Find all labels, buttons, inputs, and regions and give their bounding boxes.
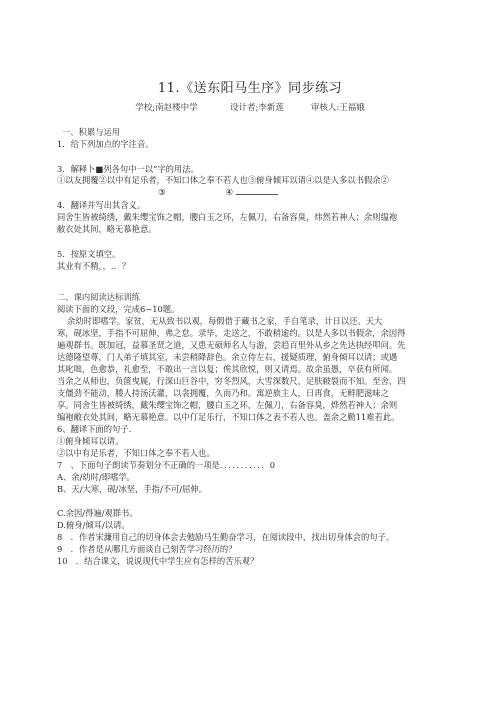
question-6-sentence-b: ②以中有足乐者，不知口体之奉不若人也。	[57, 448, 215, 458]
question-10: 10 ．结合课文，说说现代中学生应有怎样的苦乐观？	[57, 556, 259, 566]
passage-line: 编袍敝衣处其间，略无慕艳意。以中仃足乐行，不知口体之表不若人也。盖余之勤11难若此。	[57, 412, 400, 422]
question-4-text-line-1: 同舍生皆被绮绣，戴朱缨宝饰之帽，腰白玉之环，左佩刀，右备容臭，炜然若神人；余则缊袍	[57, 212, 398, 222]
answer-blank[interactable]	[236, 187, 278, 195]
passage-line: 其叱咄，色愈恭，礼愈至，不敢出一言以复；俟其欣悦，则又请焉。故余虽愚，卒获有所闻。	[57, 364, 398, 374]
question-7-option-b: B、天/大寒，砚/冰坚，手指/不可/屈伸。	[57, 484, 208, 494]
question-7-option-d: D.俯身/倾耳/以请。	[57, 520, 130, 530]
question-5-label: 5．按原文填空。	[57, 249, 121, 259]
passage-line: 寒，砚冰坚，手指不可屈伸，弗之怠。录毕，走送之，不敢稍逾约。以是人多以书假余，余因得	[57, 328, 406, 338]
passage-line: 余幼时即嗜学。家贫，无从致书以观，每假借于藏书之家，手自笔录，计日以还。天大	[67, 316, 383, 326]
question-1: 1．给下列加点的字注音。	[57, 139, 154, 149]
passage-line: 享。同舍生皆被绮绣，戴朱缨宝饰之帽，腰白玉之环，左佩刀，右备容臭，烨然若神人；余则	[57, 400, 398, 410]
question-7-label: 7 、下面句子朗读节奏划分不正确的一项是．．．．．．．．．．．0	[57, 460, 275, 470]
passage-line: 达德隆望尊，门人弟子填其室，未尝稍降辞色。余立侍左右，援疑质理，俯身倾耳以请；或遇	[57, 352, 398, 362]
reviewer-label: 审核人:王福娥	[310, 103, 365, 113]
question-6-label: 6、翻译下面的句子.	[57, 424, 132, 434]
question-5-text: 其业有不精，，.．？	[57, 261, 131, 271]
school-label: 学校;南赵楼中学	[135, 103, 198, 113]
passage-line: 遍观群书。既加冠，益慕圣贤之道，又患无硕师名人与游，尝趋百里外从乡之先达执经叩问。先	[57, 340, 406, 350]
blank-label-4: ④	[225, 187, 233, 197]
question-4-label: 4．翻译并写出其含义。	[57, 200, 146, 210]
designer-label: 设计者;李新莲	[230, 103, 284, 113]
question-7-option-c: C.余因/得遍/观群书。	[57, 508, 138, 518]
question-8: 8 ．作者宋濂用自己的切身体会去勉励马生勤奋学习，在阅读段中，找出切身体会的句子。	[57, 532, 395, 542]
question-7-option-a: A、余/幼时/即嗜学。	[57, 472, 135, 482]
question-4-text-line-2: 敝衣处其间，略无慕艳意。	[57, 224, 157, 234]
reading-intro: 阅读下面的文段，完成6~10题。	[57, 304, 180, 314]
question-3-label: 3．解释卜■列各句中一以”字的用法。	[57, 164, 199, 174]
blank-label-3: ③	[158, 187, 166, 197]
question-9: 9 ．作者是从哪几方面谈自己刻苦学习经历的？	[57, 544, 237, 554]
passage-line: 支僵劲不能动，媵人持汤沃灌，以衾拥覆，久而乃和。寓逆旅主人，日再食，无鲜肥滋味之	[57, 388, 389, 398]
section-heading-reading: 二、课内阅读达标训练	[57, 292, 140, 302]
section-heading-accumulation: 一、积累与运用	[62, 127, 121, 137]
author-info	[0, 101, 500, 113]
page-title: 11.《送东阳马生序》同步练习	[157, 81, 343, 96]
question-3-items: ①以友拥覆②以中有足乐者，不知口体之奉不若人也③俯身倾耳以请④以是人多以书假余②	[57, 175, 389, 185]
question-3-blanks	[158, 187, 500, 197]
question-6-sentence-a: ①俯身倾耳以请。	[57, 436, 124, 446]
passage-line: 当余之从师也，负箧曳屣，行深山巨谷中，穷冬烈风，大雪深数尺，足肤皲裂而不知。至舍，四	[57, 376, 406, 386]
